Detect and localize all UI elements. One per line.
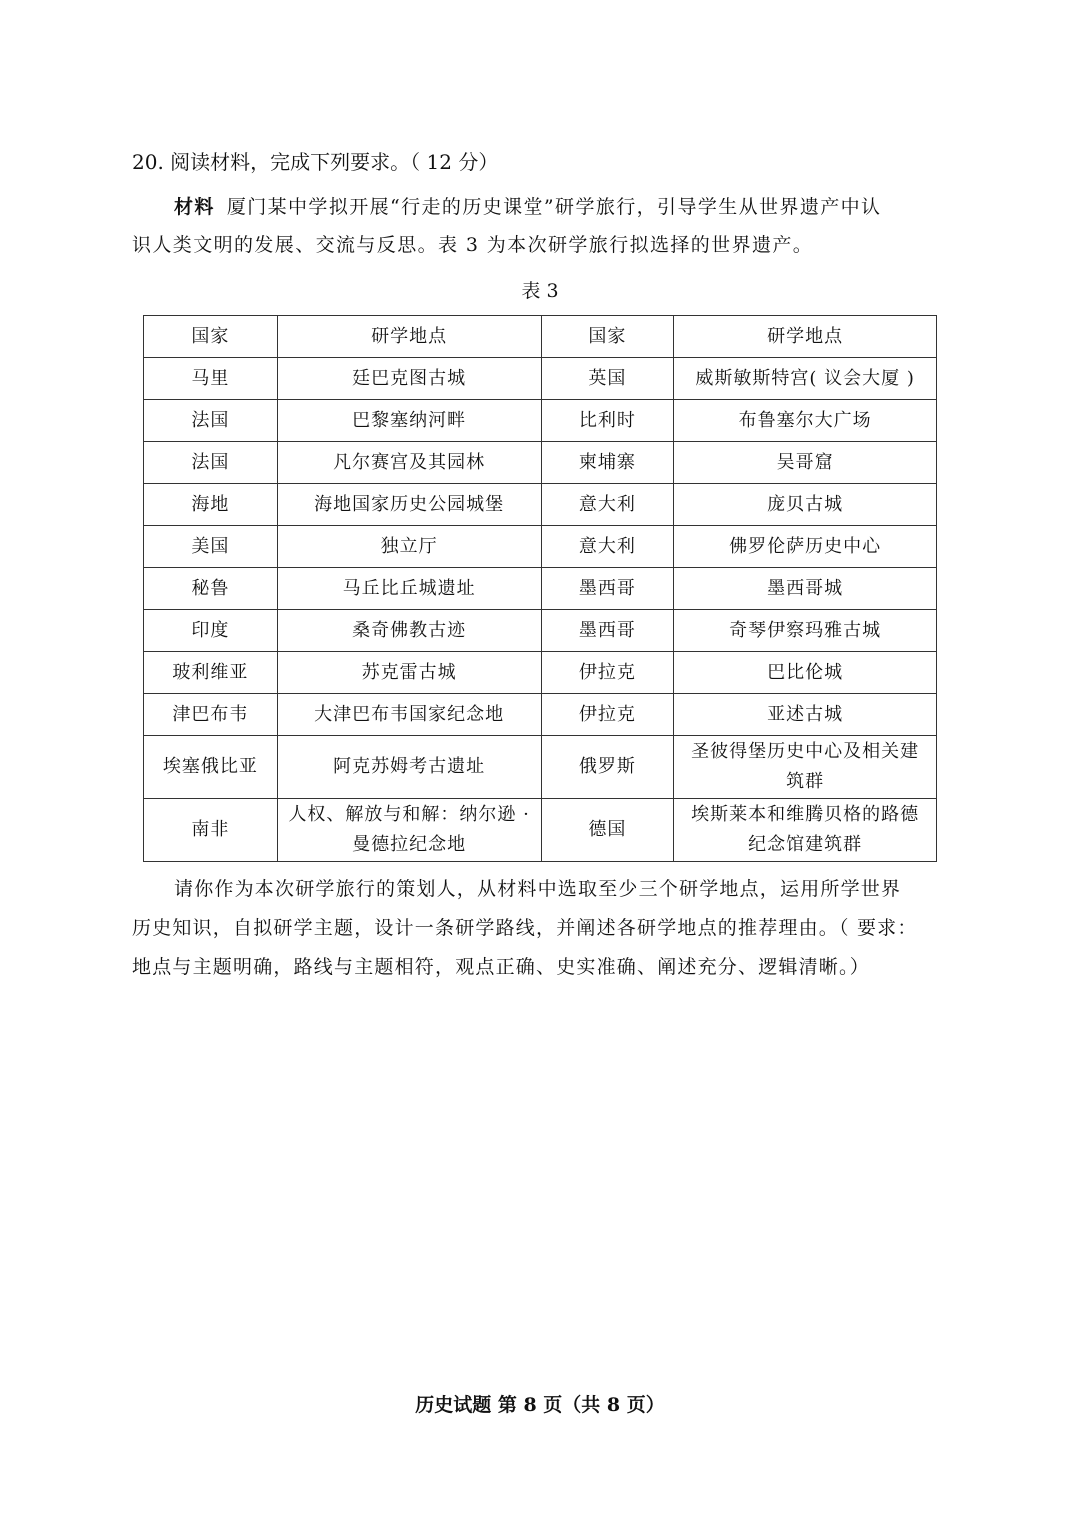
table-row	[144, 484, 937, 526]
table-row	[144, 442, 937, 484]
table-cell: 伊拉克	[541, 694, 674, 736]
table-cell: 埃斯莱本和维腾贝格的路德纪念馆建筑群	[674, 799, 937, 862]
page-footer: 历史试题 第 8 页（共 8 页）	[415, 1394, 665, 1416]
table-cell: 美国	[144, 526, 278, 568]
table-cell: 玻利维亚	[144, 652, 278, 694]
table-cell: 佛罗伦萨历史中心	[674, 526, 937, 568]
table-cell: 马丘比丘城遗址	[277, 568, 541, 610]
table-cell: 海地国家历史公园城堡	[277, 484, 541, 526]
table-cell: 意大利	[541, 526, 674, 568]
table-row	[144, 358, 937, 400]
table-cell: 法国	[144, 400, 278, 442]
prompt-text-1: 请你作为本次研学旅行的策划人，从材料中选取至少三个研学地点，运用所学世界	[174, 878, 902, 900]
table-cell: 阿克苏姆考古遗址	[277, 736, 541, 799]
table-cell: 独立厅	[277, 526, 541, 568]
table-cell: 津巴布韦	[144, 694, 278, 736]
table-cell: 巴黎塞纳河畔	[277, 400, 541, 442]
table-cell: 墨西哥	[541, 568, 674, 610]
world-heritage-table	[143, 315, 937, 862]
table-cell: 凡尔赛宫及其园林	[277, 442, 541, 484]
header-country: 国家	[541, 316, 674, 358]
question-heading	[132, 146, 498, 178]
table-caption: 表 3	[521, 280, 559, 302]
material-line-1	[132, 188, 952, 226]
table-cell: 巴比伦城	[674, 652, 937, 694]
table-cell: 英国	[541, 358, 674, 400]
table-row	[144, 694, 937, 736]
material-paragraph	[132, 188, 952, 264]
table-cell: 意大利	[541, 484, 674, 526]
table-row	[144, 610, 937, 652]
table-cell: 马里	[144, 358, 278, 400]
table-cell: 比利时	[541, 400, 674, 442]
table-cell: 俄罗斯	[541, 736, 674, 799]
table-cell: 廷巴克图古城	[277, 358, 541, 400]
table-cell: 南非	[144, 799, 278, 862]
table-cell: 苏克雷古城	[277, 652, 541, 694]
prompt-line-1	[132, 870, 954, 909]
table-cell: 人权、解放与和解：纳尔逊 · 曼德拉纪念地	[277, 799, 541, 862]
table-cell: 桑奇佛教古迹	[277, 610, 541, 652]
table-header-row	[144, 316, 937, 358]
table-row	[144, 652, 937, 694]
table-cell: 印度	[144, 610, 278, 652]
table-row	[144, 568, 937, 610]
header-site: 研学地点	[277, 316, 541, 358]
table-row	[144, 799, 937, 862]
table-cell: 布鲁塞尔大广场	[674, 400, 937, 442]
question-number: 20.	[132, 150, 164, 174]
table-cell: 伊拉克	[541, 652, 674, 694]
material-text-1: 厦门某中学拟开展“行走的历史课堂”研学旅行，引导学生从世界遗产中认	[226, 196, 882, 218]
table-cell: 庞贝古城	[674, 484, 937, 526]
table-cell: 大津巴布韦国家纪念地	[277, 694, 541, 736]
table-cell: 秘鲁	[144, 568, 278, 610]
table-cell: 柬埔寨	[541, 442, 674, 484]
table-cell: 墨西哥城	[674, 568, 937, 610]
question-instruction: 阅读材料，完成下列要求。（ 12 分）	[170, 150, 499, 174]
table-cell: 埃塞俄比亚	[144, 736, 278, 799]
table-cell: 威斯敏斯特宫( 议会大厦 )	[674, 358, 937, 400]
table-row	[144, 400, 937, 442]
table-cell: 亚述古城	[674, 694, 937, 736]
table-cell: 法国	[144, 442, 278, 484]
table-cell: 吴哥窟	[674, 442, 937, 484]
material-line-2: 识人类文明的发展、交流与反思。表 3 为本次研学旅行拟选择的世界遗产。	[132, 234, 814, 256]
task-prompt	[132, 870, 954, 987]
table-cell: 奇琴伊察玛雅古城	[674, 610, 937, 652]
prompt-line-2: 历史知识，自拟研学主题，设计一条研学路线，并阐述各研学地点的推荐理由。（ 要求：	[132, 917, 918, 939]
table-row	[144, 526, 937, 568]
prompt-line-3: 地点与主题明确，路线与主题相符，观点正确、史实准确、阐述充分、逻辑清晰。）	[132, 956, 870, 978]
table-row	[144, 736, 937, 799]
header-country: 国家	[144, 316, 278, 358]
header-site: 研学地点	[674, 316, 937, 358]
table-cell: 墨西哥	[541, 610, 674, 652]
material-label: 材料	[174, 196, 215, 218]
table-cell: 圣彼得堡历史中心及相关建筑群	[674, 736, 937, 799]
table-cell: 德国	[541, 799, 674, 862]
table-cell: 海地	[144, 484, 278, 526]
